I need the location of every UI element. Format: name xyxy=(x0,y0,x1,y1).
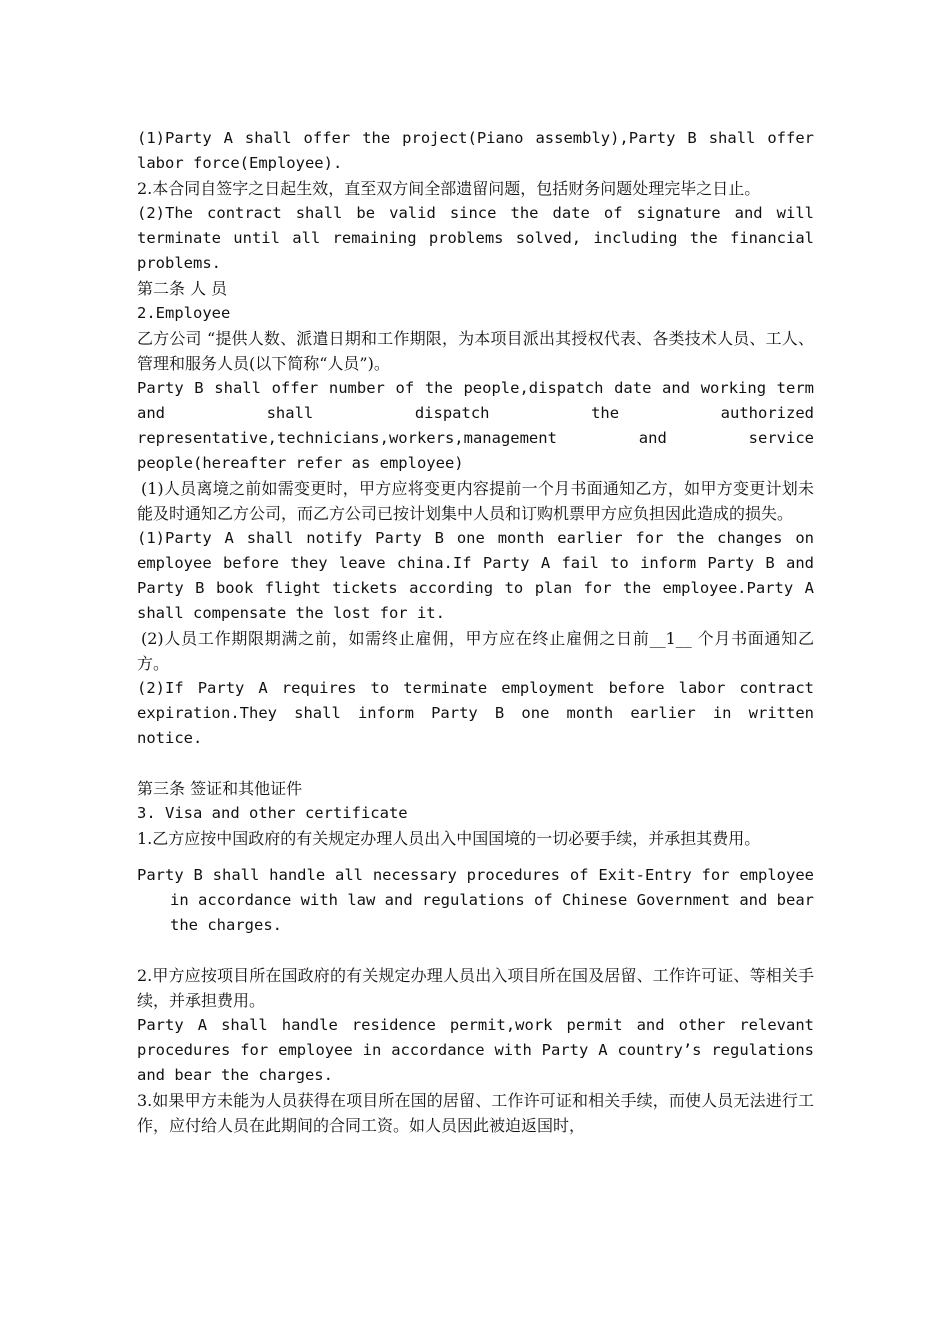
clause-3-1-english: Party B shall handle all necessary procedures of Exit-Entry for employee in accordance with law and regulations of Chinese Government and bear the charges. xyxy=(137,866,814,934)
section-3-heading-english: 3. Visa and other certificate xyxy=(137,804,408,822)
clause-2-2-chinese: (2)人员工作期限期满之前，如需终止雇佣，甲方应在终止雇佣之日前__1__ 个月书面通知乙方。 xyxy=(137,629,814,673)
clause-1-2-chinese: 2.本合同自签字之日起生效，直至双方间全部遗留问题，包括财务问题处理完毕之日止。 xyxy=(137,179,761,198)
section-3-heading-chinese: 第三条 签证和其他证件 xyxy=(137,779,303,798)
clause-3-3-chinese: 3.如果甲方未能为人员获得在项目所在国的居留、工作许可证和相关手续，而使人员无法进行工作，应付给人员在此期间的合同工资。如人员因此被迫返国时， xyxy=(137,1091,814,1135)
clause-2-1-english: (1)Party A shall notify Party B one month earlier for the changes on employee before they leave china.If Party A fail to inform Party B and Party B book flight tickets according to plan for the employee.Party A shall compensate the lost for it. xyxy=(137,529,814,622)
clause-1-1-english: (1)Party A shall offer the project(Piano assembly),Party B shall offer labor force(Employee). xyxy=(137,129,814,172)
clause-2-1-chinese: (1)人员离境之前如需变更时，甲方应将变更内容提前一个月书面通知乙方，如甲方变更计划未能及时通知乙方公司，而乙方公司已按计划集中人员和订购机票甲方应负担因此造成的损失。 xyxy=(137,479,814,523)
section-2-heading-english: 2.Employee xyxy=(137,304,231,322)
spacer xyxy=(137,751,814,776)
clause-2-2-english: (2)If Party A requires to terminate employment before labor contract expiration.They shall inform Party B one month earlier in written notice. xyxy=(137,679,814,747)
clause-3-2-chinese: 2.甲方应按项目所在国政府的有关规定办理人员出入项目所在国及居留、工作许可证、等相关手续，并承担费用。 xyxy=(137,966,814,1010)
section-2-paragraph-chinese: 乙方公司 “提供人数、派遣日期和工作期限，为本项目派出其授权代表、各类技术人员、工人、管理和服务人员(以下简称“人员”)。 xyxy=(137,329,814,373)
clause-1-2-english: (2)The contract shall be valid since the date of signature and will terminate until all remaining problems solved, including the financial problems. xyxy=(137,204,814,272)
section-2-heading-chinese: 第二条 人 员 xyxy=(137,279,228,298)
clause-3-1-chinese: 1.乙方应按中国政府的有关规定办理人员出入中国国境的一切必要手续，并承担其费用。 xyxy=(137,829,761,848)
clause-3-2-english: Party A shall handle residence permit,work permit and other relevant procedures for employee in accordance with Party A country’s regulations and bear the charges. xyxy=(137,1016,814,1084)
spacer xyxy=(137,851,814,863)
document-page xyxy=(137,126,814,1138)
section-2-paragraph-english: Party B shall offer number of the people,dispatch date and working term and shall dispatch the authorized representative,technicians,workers,management and service people(hereafter refer as employee) xyxy=(137,379,814,472)
spacer xyxy=(137,938,814,963)
